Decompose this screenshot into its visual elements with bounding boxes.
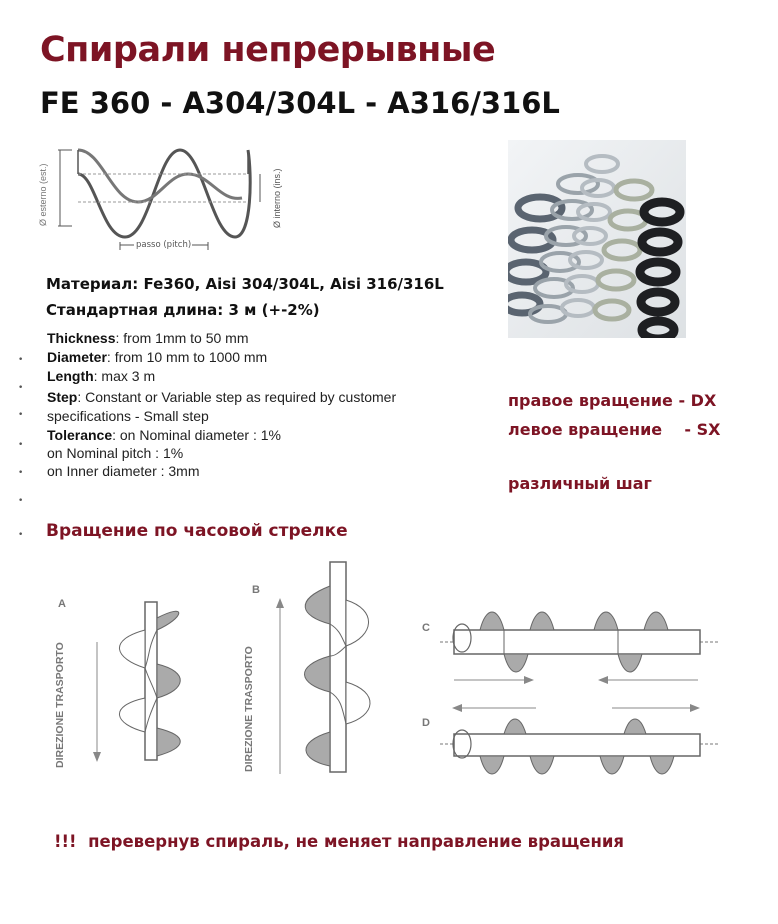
diagram-b-letter: B [252,584,260,596]
diagram-a-letter: A [58,598,66,610]
bullet: • [18,530,24,540]
bullet: • [18,496,24,506]
page-title: Спирали непрерывные [40,30,496,70]
bullet: • [18,383,24,393]
variable-step-label: различный шаг [508,474,652,493]
clockwise-label: Вращение по часовой стрелке [46,521,348,541]
left-rotation-label: левое вращение - SX [508,420,721,439]
spec-tolerance-inner: on Inner diameter : 3mm [47,463,200,479]
diagram-d-letter: D [422,717,430,729]
diagram-d [440,696,720,784]
bullet: • [18,468,24,478]
right-rotation-label: правое вращение - DX [508,391,717,410]
material-line: Материал: Fe360, Aisi 304/304L, Aisi 316/316L [46,275,444,293]
spec-diameter: Diameter: from 10 mm to 1000 mm [47,349,268,365]
outer-diameter-label: Ø esterno (est.) [38,163,48,226]
diagram-a [88,598,200,770]
inner-diameter-label: Ø interno (ins.) [272,168,282,228]
page-subtitle: FE 360 - A304/304L - A316/316L [40,86,560,120]
spec-length: Length: max 3 m [47,368,156,384]
diagram-b [270,560,380,774]
pitch-label: passo (pitch) [136,240,192,250]
bullet: • [18,410,24,420]
spirals-photo [508,140,686,338]
bullet: • [18,440,24,450]
diagram-c-letter: C [422,622,430,634]
direction-label-a: DIREZIONE TRASPORTO [54,642,66,768]
footer-note: !!! перевернув спираль, не меняет направление вращения [54,832,625,851]
spec-step: Step: Constant or Variable step as required by customer [47,389,397,405]
spec-step-cont: specifications - Small step [47,408,209,424]
diagram-c [440,598,720,692]
bullet: • [18,355,24,365]
spec-tolerance-pitch: on Nominal pitch : 1% [47,445,184,461]
spec-tolerance: Tolerance: on Nominal diameter : 1% [47,427,281,443]
spec-thickness: Thickness: from 1mm to 50 mm [47,330,249,346]
length-line: Стандартная длина: 3 м (+-2%) [46,301,320,319]
direction-label-b: DIREZIONE TRASPORTO [243,646,255,772]
